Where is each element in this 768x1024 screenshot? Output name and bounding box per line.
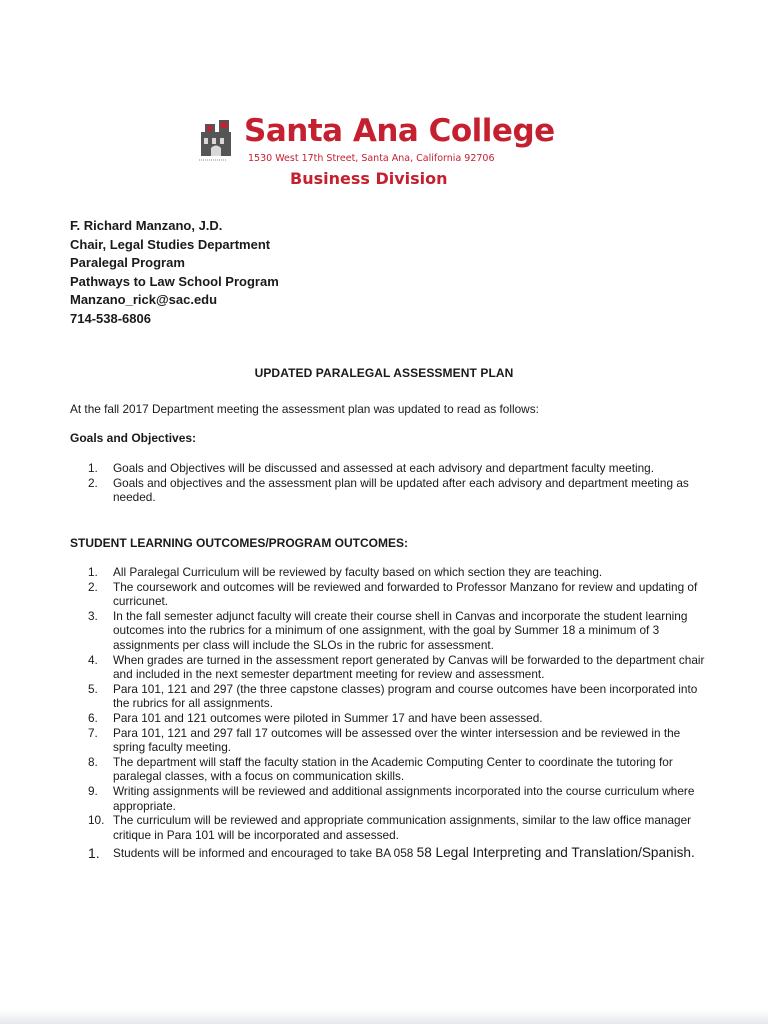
item-text: The curriculum will be reviewed and appropriate communication assignments, similar to the law office manager critique in Para 101 will be incorporated and assessed. [113,813,692,842]
college-address: 1530 West 17th Street, Santa Ana, California 92706 [248,153,495,164]
item-number: 4. [88,652,98,667]
item-number: 6. [88,710,98,725]
list-item [0,653,713,682]
contact-phone: 714-538-6806 [70,310,151,326]
goals-list [0,461,713,505]
item-text: 58 Legal Interpreting and Translation/Spanish. [416,845,695,861]
division-name: Business Division [290,169,448,188]
contact-program: Paralegal Program [70,255,185,271]
list-item [0,682,713,711]
list-item [0,813,713,842]
contact-email: Manzano_rick@sac.edu [70,292,218,308]
list-item [0,580,713,609]
contact-program: Pathways to Law School Program [70,273,279,289]
item-number: 5. [88,681,98,696]
list-item [0,461,713,476]
document-title: UPDATED PARALEGAL ASSESSMENT PLAN [254,366,514,380]
item-text: Goals and Objectives will be discussed and assessed at each advisory and department faculty meeting. [113,461,654,475]
item-number: 1. [88,845,100,862]
letterhead [198,112,598,192]
item-number: 8. [88,754,98,769]
outcomes-list [0,565,713,864]
item-text: Writing assignments will be reviewed and additional assignments incorporated into the course curriculum where appropriate. [113,783,695,813]
item-text: When grades are turned in the assessment report generated by Canvas will be forwarded to the department chair and included in the next semester department meeting for review and assessment. [113,652,705,682]
list-item [0,842,713,864]
item-number: 3. [88,608,98,623]
item-text: The coursework and outcomes will be reviewed and forwarded to Professor Manzano for review and updating of curricunet. [113,579,698,609]
outcomes-heading: STUDENT LEARNING OUTCOMES/PROGRAM OUTCOMES: [70,536,408,550]
list-item [0,755,713,784]
item-number: 2. [88,475,98,490]
item-number: 9. [88,783,98,798]
goals-heading: Goals and Objectives: [70,431,197,445]
item-number: 10. [88,813,105,828]
list-item [0,476,713,505]
college-name: Santa Ana College [244,113,555,149]
item-number: 2. [88,579,98,594]
item-text: The department will staff the faculty station in the Academic Computing Center to coordinate the tutoring for paralegal classes, with a focus on communication skills. [113,754,673,784]
list-item [0,784,713,813]
contact-title: Chair, Legal Studies Department [70,236,271,252]
item-text: In the fall semester adjunct faculty will create their course shell in Canvas and incorporate the student learning outcomes into the rubrics for a minimum of one assignment, with the goal by Summer 18 a minimum of 3 assignments per class will include the SLOs in the rubric for assessment. [113,608,688,652]
item-number: 7. [88,725,98,740]
contact-name: F. Richard Manzano, J.D. [70,218,223,233]
intro-paragraph: At the fall 2017 Department meeting the assessment plan was updated to read as follows: [70,402,539,416]
list-item [0,711,713,726]
contact-block [70,217,279,329]
item-text: Para 101 and 121 outcomes were piloted in Summer 17 and have been assessed. [113,710,543,725]
item-text: Para 101, 121 and 297 (the three capstone classes) program and course outcomes have been incorporated into the rubrics for all assignments. [113,681,698,711]
item-number: 1. [88,565,98,579]
item-text: All Paralegal Curriculum will be reviewed by faculty based on which section they are teaching. [113,565,603,579]
list-item [0,726,713,755]
scan-edge [0,1010,768,1024]
item-number: 1. [88,461,98,475]
college-logo-icon [198,118,238,164]
item-text: Goals and objectives and the assessment plan will be updated after each advisory and department meeting as needed. [113,475,689,505]
item-text-lead: Students will be informed and encouraged to take BA 058 [113,846,417,861]
item-text: Para 101, 121 and 297 fall 17 outcomes will be assessed over the winter intersession and be reviewed in the spring faculty meeting. [113,725,681,755]
list-item [0,565,713,580]
list-item [0,609,713,653]
